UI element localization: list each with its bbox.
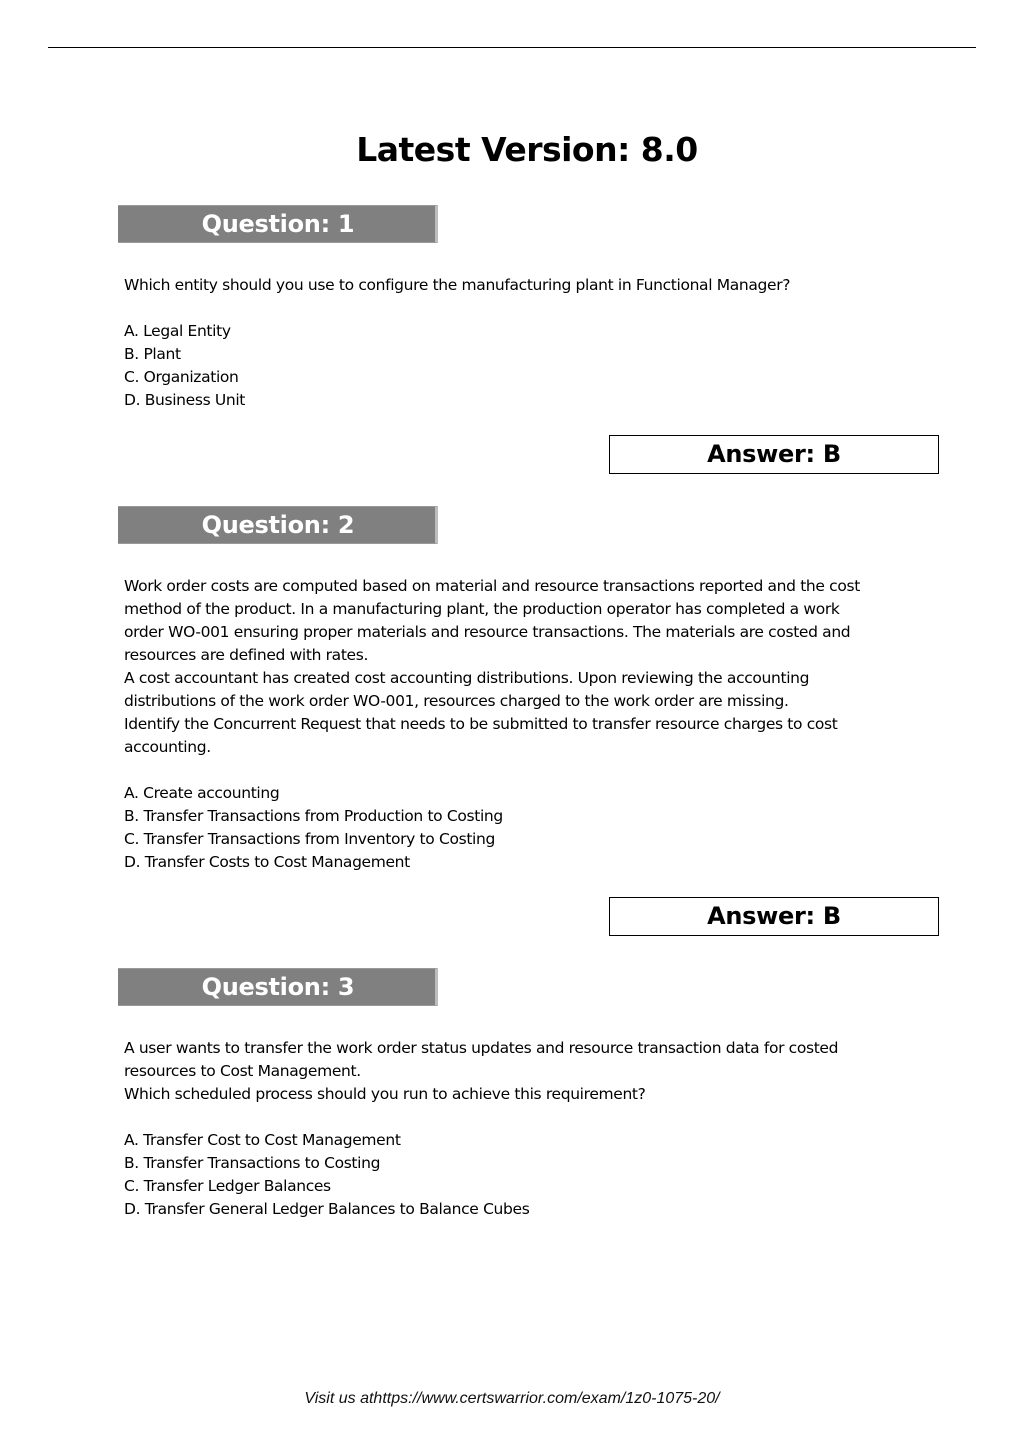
- question-1-option-c: C. Organization: [124, 368, 239, 386]
- question-3-option-d: D. Transfer General Ledger Balances to Balance Cubes: [124, 1200, 530, 1218]
- question-3-body: [124, 1037, 904, 1221]
- question-2-text-line: Work order costs are computed based on material and resource transactions reported and the cost: [124, 577, 860, 595]
- question-2-option-d: D. Transfer Costs to Cost Management: [124, 853, 410, 871]
- question-2-option-b: B. Transfer Transactions from Production to Costing: [124, 807, 503, 825]
- question-3-text-line: resources to Cost Management.: [124, 1062, 361, 1080]
- question-1-label: Question: 1: [201, 210, 355, 238]
- footer-visit-link[interactable]: Visit us athttps://www.certswarrior.com/exam/1z0-1075-20/: [304, 1390, 720, 1407]
- question-2-option-a: A. Create accounting: [124, 784, 280, 802]
- question-1-answer-box: [609, 435, 939, 474]
- question-2-option-c: C. Transfer Transactions from Inventory to Costing: [124, 830, 495, 848]
- question-1-answer: Answer: B: [707, 440, 841, 468]
- question-1-option-b: B. Plant: [124, 345, 181, 363]
- question-3-header: [118, 968, 438, 1006]
- question-1-option-a: A. Legal Entity: [124, 322, 231, 340]
- question-3-option-c: C. Transfer Ledger Balances: [124, 1177, 331, 1195]
- question-2-text-line: distributions of the work order WO-001, resources charged to the work order are missing.: [124, 692, 789, 710]
- question-1-header: [118, 205, 438, 243]
- question-3-option-b: B. Transfer Transactions to Costing: [124, 1154, 381, 1172]
- question-2-text-line: method of the product. In a manufacturing plant, the production operator has completed a work: [124, 600, 840, 618]
- question-2-text-line: Identify the Concurrent Request that needs to be submitted to transfer resource charges to cost: [124, 715, 838, 733]
- question-1-option-d: D. Business Unit: [124, 391, 246, 409]
- question-3-text-line: A user wants to transfer the work order status updates and resource transaction data for costed: [124, 1039, 839, 1057]
- question-2-text-line: resources are defined with rates.: [124, 646, 369, 664]
- question-3-option-a: A. Transfer Cost to Cost Management: [124, 1131, 401, 1149]
- question-2-header: [118, 506, 438, 544]
- question-2-label: Question: 2: [201, 511, 355, 539]
- question-1-text-line: Which entity should you use to configure the manufacturing plant in Functional Manager?: [124, 276, 791, 294]
- question-2-text-line: A cost accountant has created cost accounting distributions. Upon reviewing the accounting: [124, 669, 810, 687]
- question-3-text-line: Which scheduled process should you run to achieve this requirement?: [124, 1085, 646, 1103]
- question-2-answer: Answer: B: [707, 902, 841, 930]
- top-rule: [48, 47, 976, 48]
- question-2-text-line: order WO-001 ensuring proper materials and resource transactions. The materials are costed and: [124, 623, 851, 641]
- question-1-body: [124, 274, 904, 412]
- page-title: Latest Version: 8.0: [356, 130, 698, 169]
- question-2-answer-box: [609, 897, 939, 936]
- question-3-label: Question: 3: [201, 973, 355, 1001]
- question-2-body: [124, 575, 904, 874]
- question-2-text-line: accounting.: [124, 738, 211, 756]
